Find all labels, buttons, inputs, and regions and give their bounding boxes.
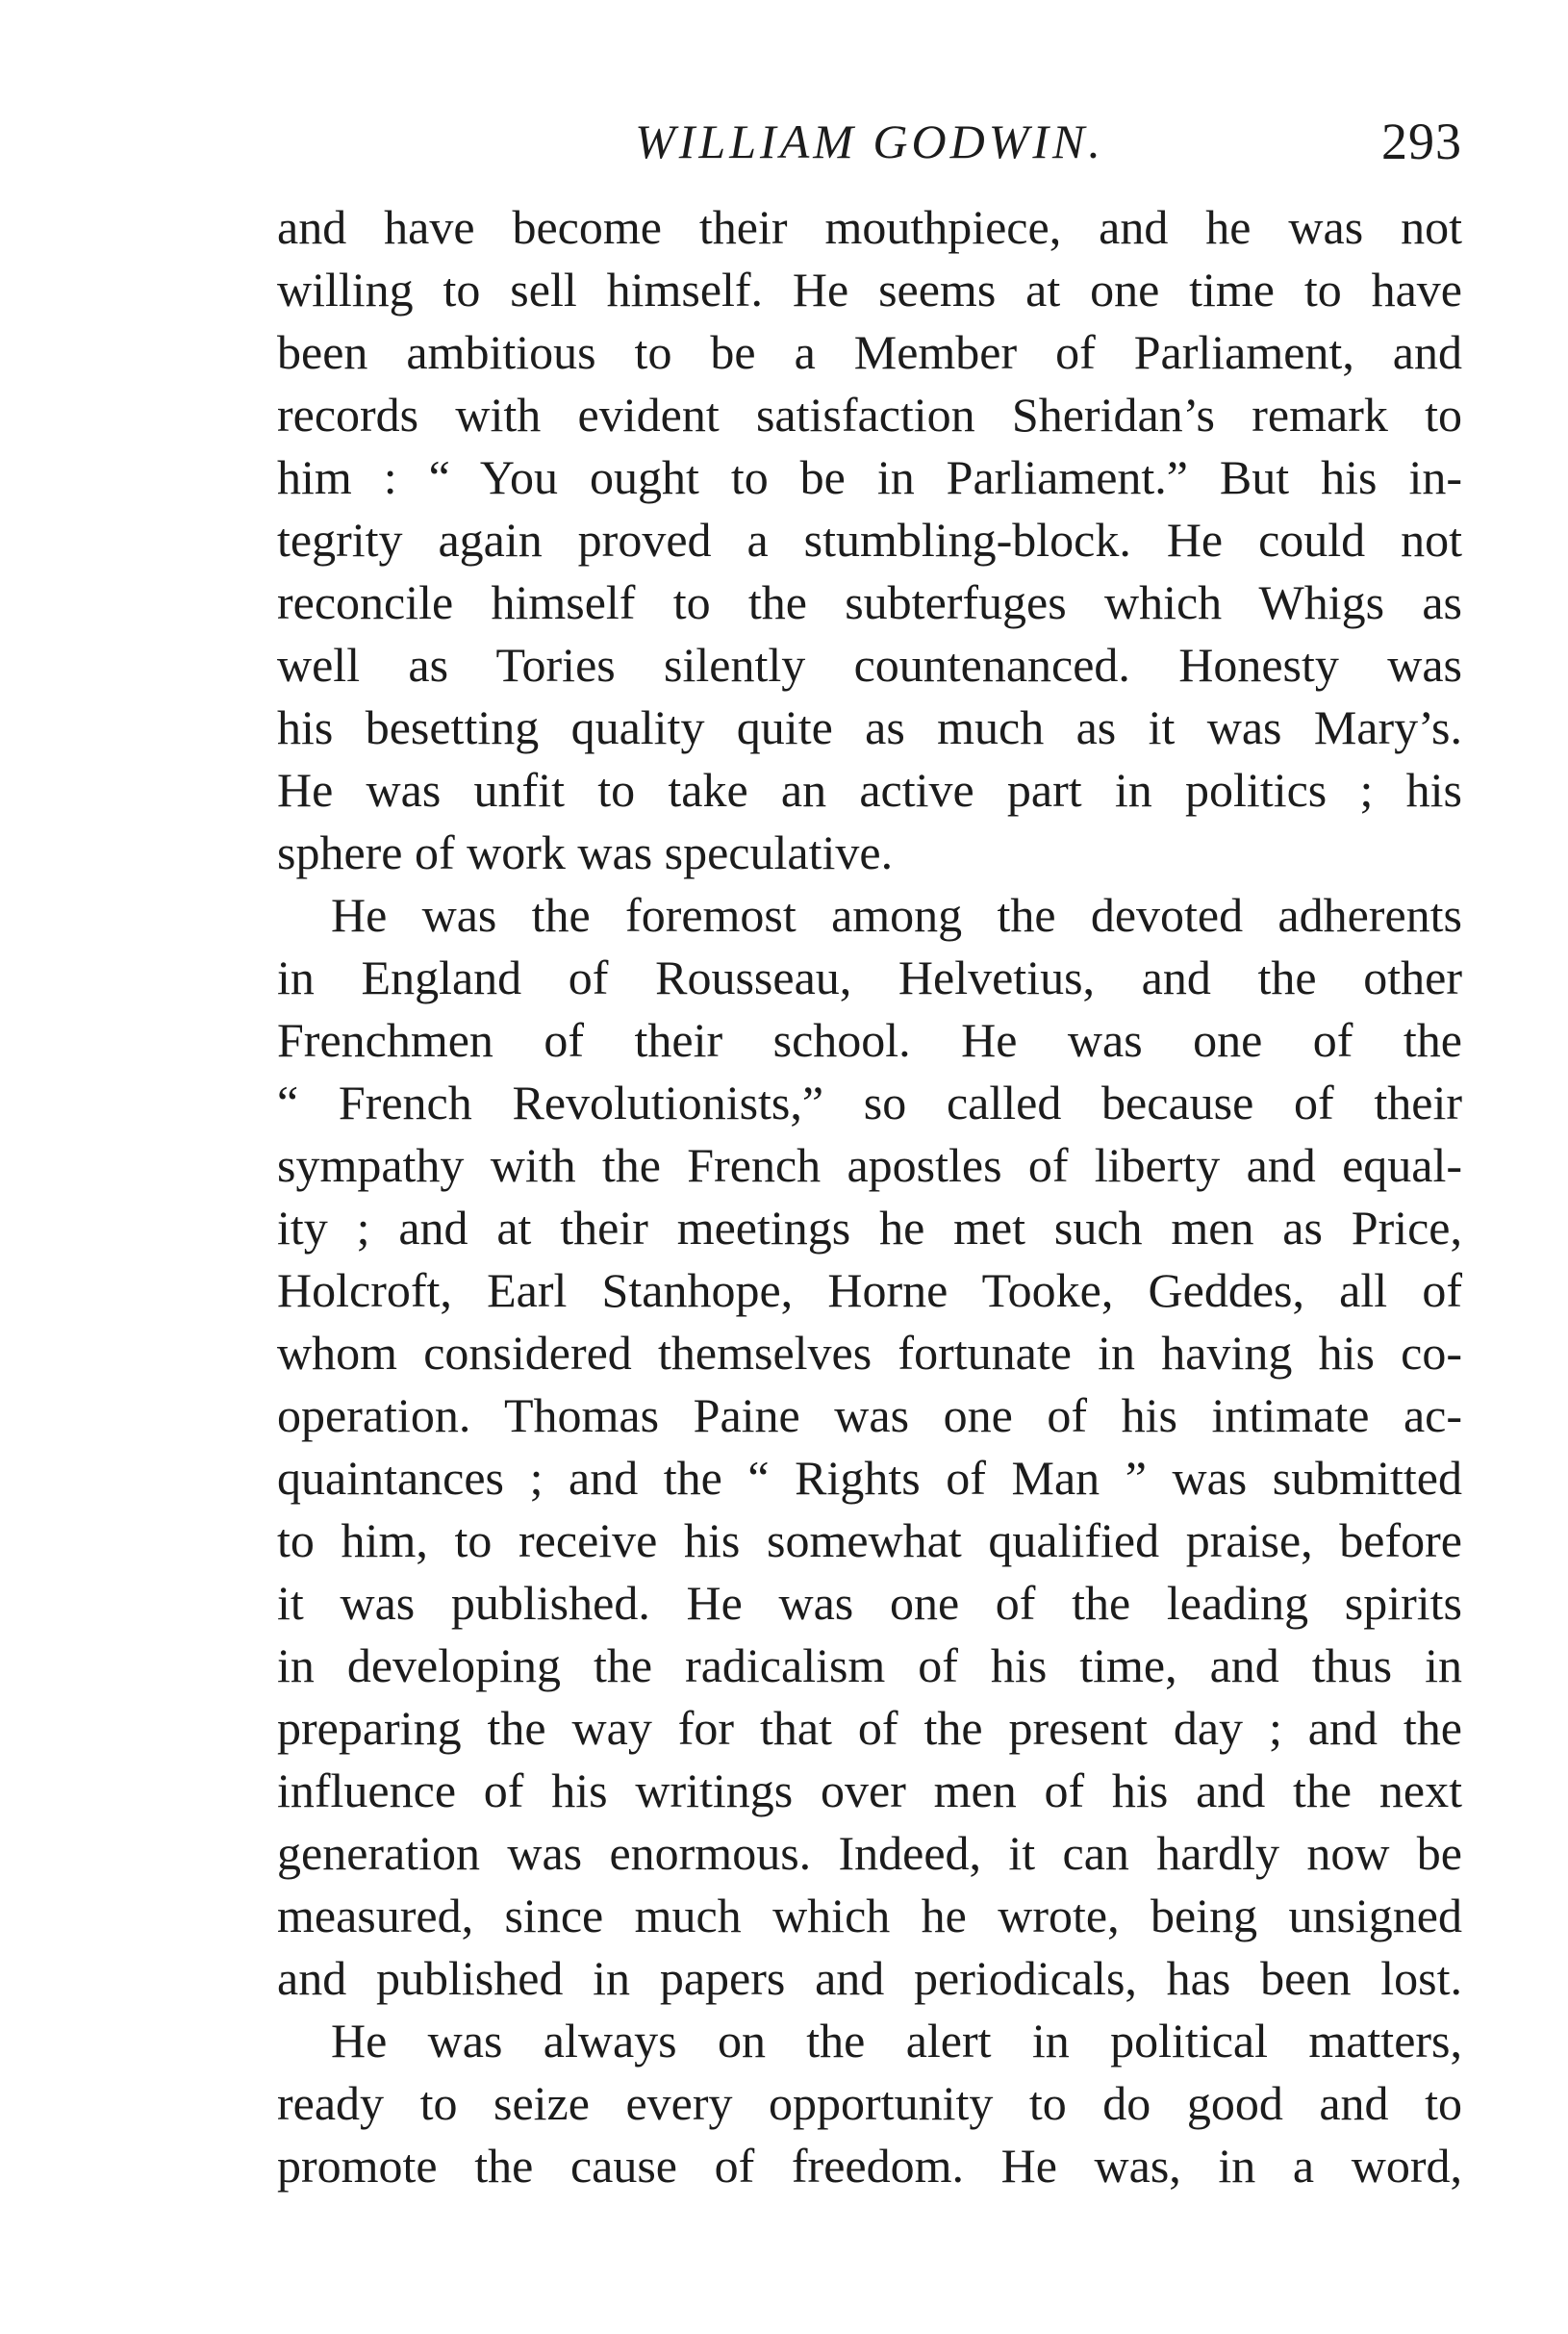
text-line: to him, to receive his somewhat qualified praise, before <box>277 1513 1462 1567</box>
text-line: “ French Revolutionists,” so called because of their <box>277 1076 1462 1129</box>
text-line: records with evident satisfaction Sheridan’s remark to <box>277 388 1462 442</box>
text-line: whom considered themselves fortunate in having his co- <box>277 1326 1462 1380</box>
text-line: sphere of work was speculative. <box>277 825 894 879</box>
text-line: generation was enormous. Indeed, it can hardly now be <box>277 1826 1462 1880</box>
text-line: sympathy with the French apostles of liberty and equal- <box>277 1138 1462 1192</box>
running-title: WILLIAM GODWIN. <box>635 114 1104 168</box>
text-line: reconcile himself to the subterfuges which Whigs as <box>277 575 1462 629</box>
text-line: it was published. He was one of the leading spirits <box>277 1576 1462 1630</box>
text-line: willing to sell himself. He seems at one time to have <box>277 263 1462 317</box>
text-line: preparing the way for that of the present day ; and the <box>277 1701 1462 1755</box>
text-line: and published in papers and periodicals, has been lost. <box>277 1951 1462 2005</box>
text-line: him : “ You ought to be in Parliament.” But his in- <box>277 450 1462 504</box>
text-line: He was the foremost among the devoted adherents <box>331 888 1462 942</box>
text-line: He was unfit to take an active part in politics ; his <box>277 763 1462 817</box>
text-line: quaintances ; and the “ Rights of Man ” was submitted <box>277 1451 1462 1505</box>
text-line: Holcroft, Earl Stanhope, Horne Tooke, Geddes, all of <box>277 1263 1462 1317</box>
body-text <box>277 196 1462 2197</box>
text-line: his besetting quality quite as much as it was Mary’s. <box>277 700 1462 754</box>
text-line: ready to seize every opportunity to do good and to <box>277 2076 1462 2130</box>
text-line: been ambitious to be a Member of Parliament, and <box>277 325 1462 379</box>
text-line: and have become their mouthpiece, and he was not <box>277 200 1462 254</box>
page-number: 293 <box>1381 113 1462 170</box>
text-line: promote the cause of freedom. He was, in a word, <box>277 2139 1462 2193</box>
text-line: ity ; and at their meetings he met such men as Price, <box>277 1201 1462 1255</box>
paragraph <box>277 884 1462 2010</box>
text-line: tegrity again proved a stumbling-block. He could not <box>277 513 1462 567</box>
text-line: in developing the radicalism of his time, and thus in <box>277 1638 1462 1692</box>
running-head <box>277 108 1462 175</box>
text-line: He was always on the alert in political matters, <box>331 2014 1462 2068</box>
text-line: in England of Rousseau, Helvetius, and the other <box>277 951 1462 1004</box>
text-line: Frenchmen of their school. He was one of the <box>277 1013 1462 1067</box>
text-line: measured, since much which he wrote, being unsigned <box>277 1889 1462 1942</box>
text-line: operation. Thomas Paine was one of his intimate ac- <box>277 1388 1462 1442</box>
text-line: well as Tories silently countenanced. Honesty was <box>277 638 1462 692</box>
paragraph <box>277 2010 1462 2197</box>
paragraph <box>277 196 1462 884</box>
text-line: influence of his writings over men of his and the next <box>277 1763 1462 1817</box>
